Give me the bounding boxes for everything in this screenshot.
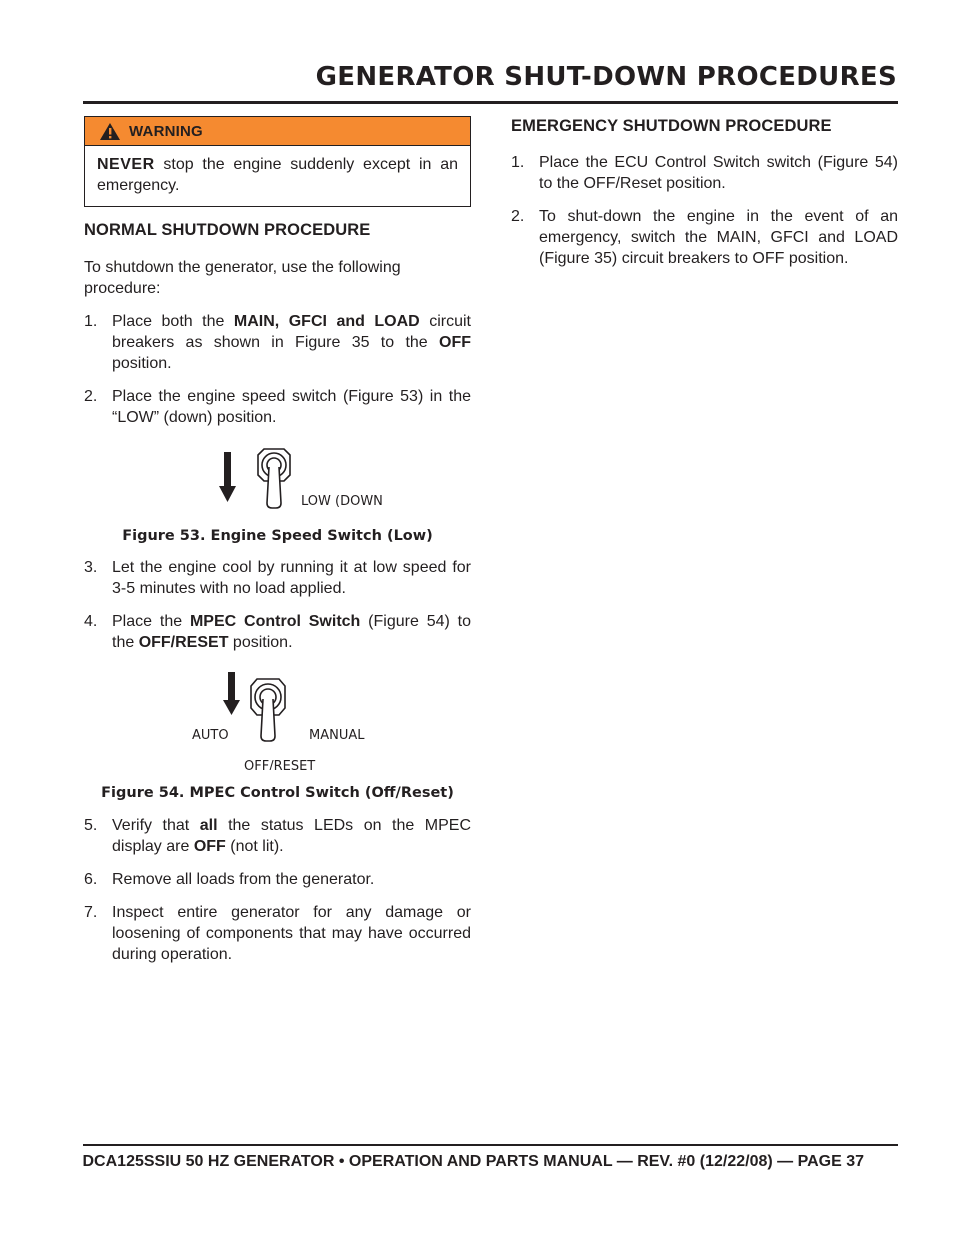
list-item: 7. Inspect entire generator for any damage or loosening of components that may have occurred during operation.: [84, 904, 471, 963]
emergency-shutdown-heading: EMERGENCY SHUTDOWN PROCEDURE: [511, 117, 832, 135]
down-arrow-icon: [219, 452, 236, 502]
right-column: [511, 116, 898, 269]
figure-53-caption: Figure 53. Engine Speed Switch (Low): [122, 528, 433, 544]
list-item: 4. Place the MPEC Control Switch (Figure 54) to the OFF/RESET position.: [84, 613, 472, 651]
warning-box: [84, 116, 471, 207]
page-footer: DCA125SSIU 50 HZ GENERATOR • OPERATION AND PARTS MANUAL — REV. #0 (12/22/08) — PAGE 37: [82, 1153, 864, 1170]
off-reset-label: OFF/RESET: [244, 759, 316, 770]
normal-intro: To shutdown the generator, use the following procedure:: [84, 259, 401, 297]
footer-rule: [83, 1144, 898, 1146]
warning-emphasis: NEVER: [97, 156, 155, 173]
list-item: 5. Verify that all the status LEDs on the MPEC display are OFF (not lit).: [84, 817, 471, 855]
mpec-control-switch-diagram: [84, 670, 471, 770]
engine-speed-switch-diagram: [84, 448, 471, 516]
list-item: 6. Remove all loads from the generator.: [84, 871, 375, 888]
manual-label: MANUAL: [309, 728, 365, 743]
warning-label: WARNING: [129, 122, 203, 140]
title-rule: [83, 101, 898, 104]
figure-53: [84, 448, 471, 516]
low-down-label: LOW (DOWN: [301, 494, 383, 509]
auto-label: AUTO: [192, 728, 229, 743]
list-item: 2. To shut-down the engine in the event of an emergency, switch the MAIN, GFCI and LOAD (Figure 35) circuit breakers to OFF position.: [511, 208, 898, 267]
toggle-switch-icon: [251, 679, 285, 741]
down-arrow-icon: [223, 672, 240, 715]
page-title: GENERATOR SHUT-DOWN PROCEDURES: [315, 62, 897, 92]
left-column: [84, 116, 471, 965]
list-item: 2. Place the engine speed switch (Figure 53) in the “LOW” (down) position.: [84, 388, 471, 426]
list-item: 3. Let the engine cool by running it at low speed for 3-5 minutes with no load applied.: [84, 559, 471, 597]
list-item: 1. Place both the MAIN, GFCI and LOAD circuit breakers as shown in Figure 35 to the OFF position.: [84, 313, 471, 372]
warning-text: NEVER stop the engine suddenly except in an emergency.: [97, 156, 458, 194]
figure-54-caption: Figure 54. MPEC Control Switch (Off/Reset): [101, 785, 454, 801]
normal-shutdown-heading: NORMAL SHUTDOWN PROCEDURE: [84, 221, 371, 239]
list-item: 1. Place the ECU Control Switch switch (Figure 54) to the OFF/Reset position.: [511, 154, 898, 192]
toggle-switch-icon: [258, 449, 290, 508]
warning-triangle-icon: [99, 122, 121, 141]
figure-54: [84, 670, 471, 770]
warning-header: [85, 117, 470, 146]
